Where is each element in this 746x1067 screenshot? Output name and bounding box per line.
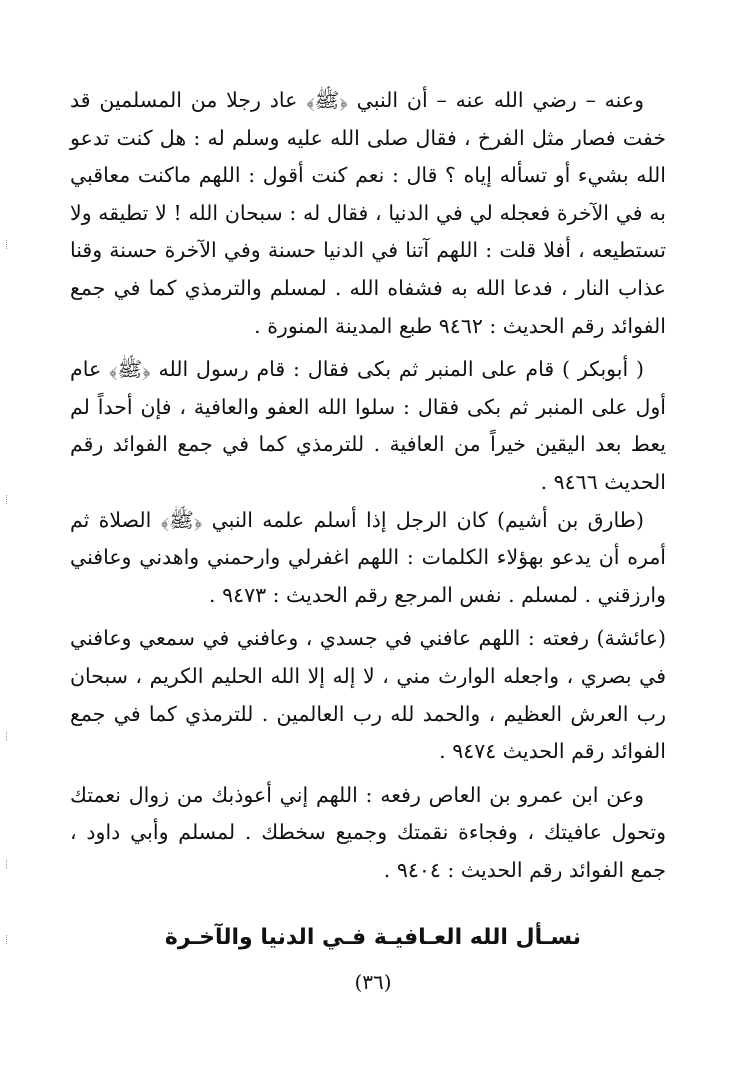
margin-mark [6,732,10,741]
paragraph-5: وعن ابن عمرو بن العاص رفعه : اللهم إني أعوذبك من زوال نعمتك وتحول عافيتك ، وفجاءة نقمتك وجميع سخطك . لمسلم وأبي داود ، جمع الفوائد رقم الحديث : ٩٤٠٤ . [70,782,666,882]
paragraph-4: (عائشة) رفعته : اللهم عافني في جسدي ، وعافني في سمعي وعافني في بصري ، واجعله الوارث مني ، لا إله إلا الله الحليم الكريم ، سبحان رب العرش العظيم ، والحمد لله رب العالمين . للترمذي كما في جمع الفوائد رقم الحديث ٩٤٧٤ . [70,626,666,764]
paragraph-3: (طارق بن أشيم) كان الرجل إذا أسلم علمه النبي ﴿ﷺ﴾ الصلاة ثم أمره أن يدعو بهؤلاء الكلمات : اللهم اغفرلي وارحمني واهدني وعافني وارزقني . لمسلم . نفس المرجع رقم الحديث : ٩٤٧٣ . [70,507,666,607]
margin-mark [6,935,10,944]
margin-mark [6,495,10,504]
paragraph-1: وعنه – رضي الله عنه – أن النبي ﴿ﷺ﴾ عاد رجلا من المسلمين قد خفت فصار مثل الفرخ ، فقال صلى الله عليه وسلم له : هل كنت تدعو الله بشيء أو تسأله إياه ؟ قال : نعم كنت أقول : اللهم ماكنت معاقبي به في الآخرة فعجله لي في الدنيا ، فقال له : سبحان الله ! لا تطيقه ولا تستطيعه ، أفلا قلت : اللهم آتنا في الدنيا حسنة وفي الآخرة حسنة وقنا عذاب النار ، فدعا الله به فشفاه الله . لمسلم والترمذي كما في جمع الفوائد رقم الحديث : ٩٤٦٢ طبع المدينة المنورة . [70,88,666,338]
page-body [70,82,666,889]
page-number: (٣٦) [354,970,392,994]
margin-mark [6,240,10,249]
paragraph-2: ( أبوبكر ) قام على المنبر ثم بكى فقال : قام رسول الله ﴿ﷺ﴾ عام أول على المنبر ثم بكى فقال : سلوا الله العفو والعافية ، فإن أحداً لم يعط بعد اليقين خيراً من العافية . للترمذي كما في جمع الفوائد رقم الحديث ٩٤٦٦ . [70,357,666,494]
margin-mark [6,860,10,869]
closing-heading: نسـأل الله العـافيـة فـي الدنيا والآخـرة [164,925,582,950]
